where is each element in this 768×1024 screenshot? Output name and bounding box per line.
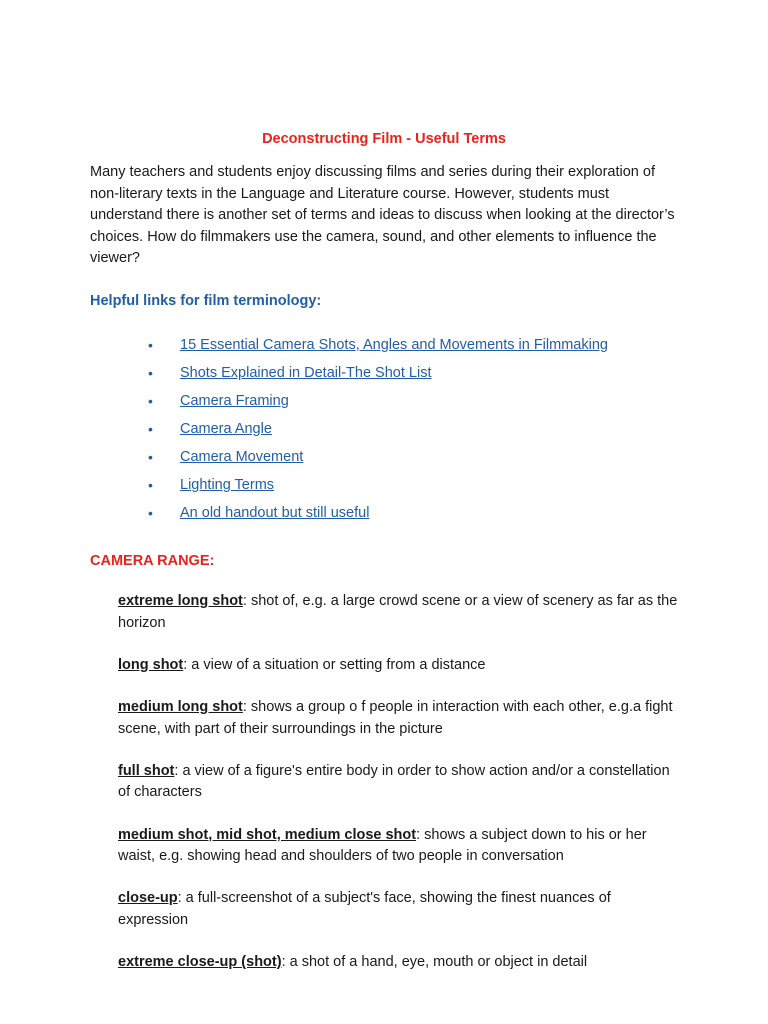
link-lighting-terms[interactable]: Lighting Terms	[180, 477, 275, 493]
list-item	[148, 362, 608, 390]
bullet-icon: •	[148, 393, 153, 409]
term-entry	[118, 952, 680, 974]
list-item	[148, 390, 608, 418]
term-entry	[118, 591, 680, 634]
links-heading: Helpful links for film terminology:	[90, 293, 322, 309]
list-item	[148, 446, 608, 474]
link-shots-explained[interactable]: Shots Explained in Detail-The Shot List	[180, 365, 432, 381]
term-definition: : shot of, e.g. a large crowd scene or a view of scenery as far as the horizon	[118, 593, 678, 631]
document-title: Deconstructing Film - Useful Terms	[262, 131, 506, 147]
bullet-icon: •	[148, 337, 153, 353]
term-name: extreme long shot	[118, 593, 243, 609]
term-name: long shot	[118, 656, 184, 673]
list-item	[148, 502, 608, 530]
bullet-icon: •	[148, 365, 153, 381]
term-entry	[118, 655, 680, 677]
terms-list	[118, 591, 680, 994]
camera-range-heading: CAMERA RANGE:	[90, 553, 215, 569]
term-definition: : shows a subject down to his or her waist, e.g. showing head and shoulders of two people in conversation	[118, 826, 647, 865]
term-name: full shot	[118, 762, 175, 779]
bullet-icon: •	[148, 449, 153, 465]
intro-paragraph: Many teachers and students enjoy discussing films and series during their exploration of non-literary texts in the Language and Literature course. However, students must understand there is another set of terms and ideas to discuss when looking at the director’s choices. How do filmmakers use the camera, sound, and other elements to influence the viewer?	[90, 164, 675, 267]
list-item	[148, 474, 608, 502]
term-definition: : a view of a situation or setting from a distance	[183, 656, 486, 673]
link-camera-movement[interactable]: Camera Movement	[180, 449, 304, 465]
term-definition: : shows a group o f people in interaction with each other, e.g.a fight scene, with part of their surroundings in the picture	[118, 698, 673, 737]
term-entry	[118, 697, 680, 740]
bullet-icon: •	[148, 505, 153, 521]
term-name: extreme close-up (shot)	[118, 954, 282, 971]
links-list	[148, 334, 608, 530]
link-camera-angle[interactable]: Camera Angle	[180, 421, 272, 437]
term-name: medium shot, mid shot, medium close shot	[118, 826, 417, 843]
link-camera-shots-angles-movements[interactable]: 15 Essential Camera Shots, Angles and Movements in Filmmaking	[180, 337, 608, 353]
link-old-handout[interactable]: An old handout but still useful	[180, 505, 370, 521]
list-item	[148, 334, 608, 362]
term-name: close-up	[118, 890, 178, 907]
term-entry	[118, 825, 680, 868]
list-item	[148, 418, 608, 446]
term-definition: : a shot of a hand, eye, mouth or object in detail	[281, 954, 588, 971]
term-name: medium long shot	[118, 698, 243, 715]
link-camera-framing[interactable]: Camera Framing	[180, 393, 289, 409]
term-entry	[118, 761, 680, 804]
bullet-icon: •	[148, 477, 153, 493]
bullet-icon: •	[148, 421, 153, 437]
term-definition: : a full-screenshot of a subject's face, showing the finest nuances of expression	[118, 890, 611, 928]
term-definition: : a view of a figure's entire body in order to show action and/or a constellation of characters	[118, 762, 670, 801]
term-entry	[118, 888, 680, 931]
